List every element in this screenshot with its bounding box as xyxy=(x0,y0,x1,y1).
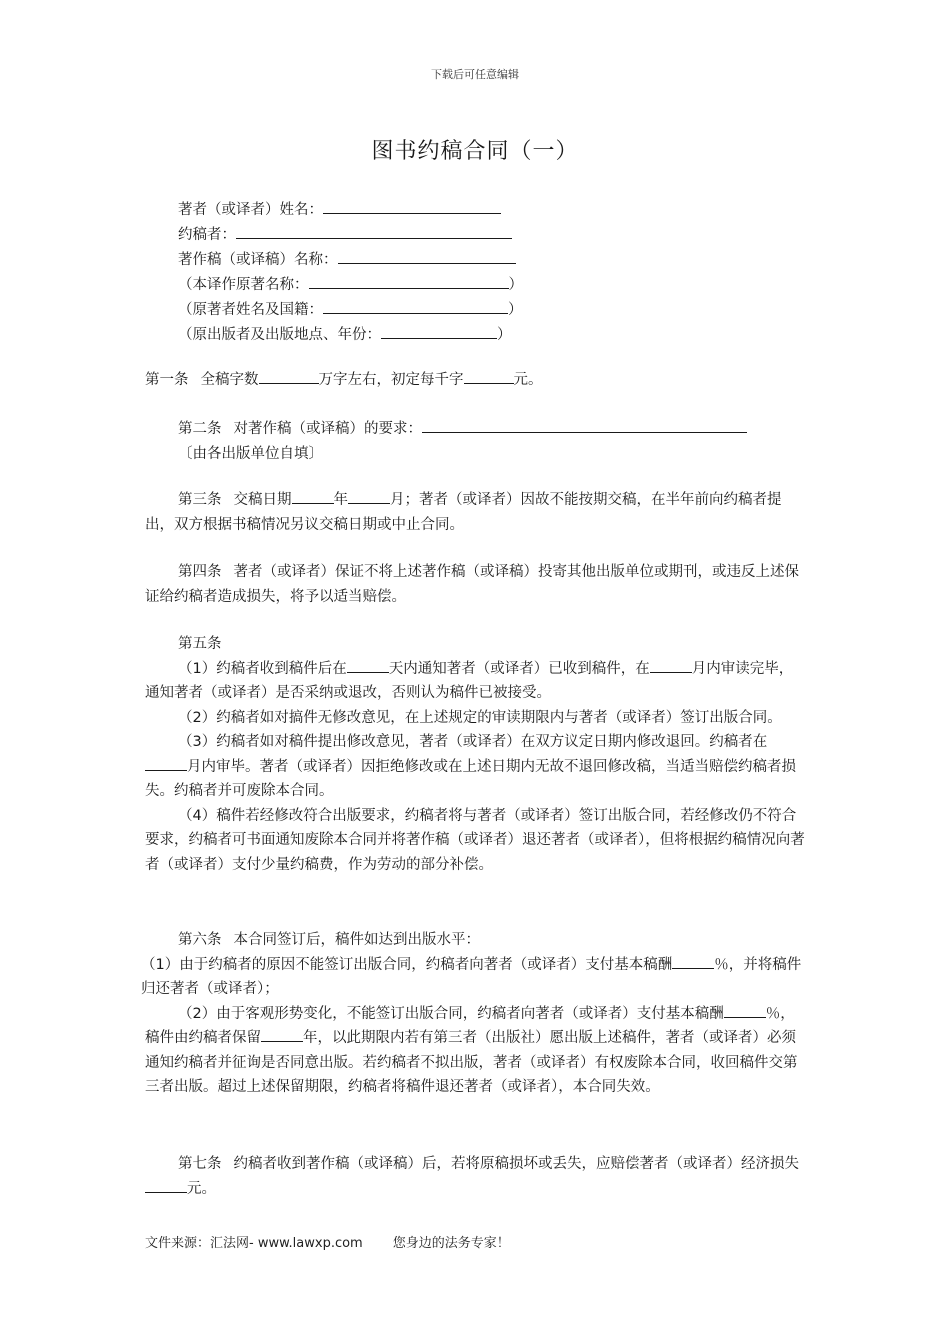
retention-years-blank[interactable] xyxy=(261,1026,303,1042)
requirements-blank[interactable] xyxy=(422,417,747,433)
article-5-heading: 第五条 xyxy=(178,636,222,652)
article-6 xyxy=(141,928,805,1100)
info-block xyxy=(178,198,523,348)
fee-percent-blank-2[interactable] xyxy=(724,1002,766,1018)
solicitor-row xyxy=(178,223,523,248)
article-5-item-1: （1）约稿者收到稿件后在 天内通知著者（或译者）已收到稿件，在 月内审读完毕，通知著者（或译者）是否采纳或退改，否则认为稿件已被接受。 xyxy=(145,657,805,706)
original-publisher-row xyxy=(178,323,523,348)
article-6-heading: 第六条 本合同签订后，稿件如达到出版水平： xyxy=(178,932,480,948)
article-2-note: 〔由各出版单位自填〕 xyxy=(178,445,323,462)
close-paren: ） xyxy=(508,277,523,293)
footer-source: 文件来源：汇法网- www.lawxp.com xyxy=(145,1236,363,1251)
article-5 xyxy=(145,632,805,877)
solicitor-label: 约稿者： xyxy=(178,227,236,243)
author-name-blank[interactable] xyxy=(323,198,501,214)
original-publisher-blank[interactable] xyxy=(381,323,497,339)
footer-slogan: 您身边的法务专家！ xyxy=(392,1236,510,1251)
article-7-text: 第七条 约稿者收到著作稿（或译稿）后，若将原稿损坏或丢失，应赔偿著者（或译者）经济损失元。 xyxy=(145,1152,805,1201)
revision-months-blank[interactable] xyxy=(145,755,187,771)
close-paren: ） xyxy=(497,327,512,343)
footer xyxy=(145,1232,510,1251)
article-6-item-1: （1）由于约稿者的原因不能签订出版合同，约稿者向著者（或译者）支付基本稿酬 ％，并将稿件归还著者（或译者）； xyxy=(141,953,805,1002)
work-name-row xyxy=(178,248,523,273)
document-title: 图书约稿合同（一） xyxy=(371,139,579,164)
solicitor-blank[interactable] xyxy=(236,223,512,239)
article-3 xyxy=(145,488,805,537)
article-3-text: 第三条 交稿日期 年 月；著者（或译者）因故不能按期交稿，在半年前向约稿者提出，双方根据书稿情况另议交稿日期或中止合同。 xyxy=(145,488,805,537)
article-4-text: 第四条 著者（或译者）保证不将上述著作稿（或译稿）投寄其他出版单位或期刊，或违反上述保证给约稿者造成损失，将予以适当赔偿。 xyxy=(145,564,799,605)
article-5-item-3: （3）约稿者如对稿件提出修改意见，著者（或译者）在双方议定日期内修改退回。约稿者在月内审毕。著者（或译者）因拒绝修改或在上述日期内无故不退回修改稿，当适当赔偿约稿者损失。约稿者并可废除本合同。 xyxy=(145,734,796,799)
original-author-row xyxy=(178,298,523,323)
article-2 xyxy=(145,417,805,466)
review-months-blank[interactable] xyxy=(650,657,692,673)
article-4 xyxy=(145,560,805,609)
original-name-label: （本译作原著名称： xyxy=(178,277,309,293)
notify-days-blank[interactable] xyxy=(347,657,389,673)
fee-percent-blank-1[interactable] xyxy=(672,953,714,969)
article-7 xyxy=(145,1152,805,1201)
article-1-text: 第一条 全稿字数 万字左右，初定每千字 元。 xyxy=(145,368,805,393)
author-name-label: 著者（或译者）姓名： xyxy=(178,202,323,218)
author-name-row xyxy=(178,198,523,223)
article-2-text: 第二条 对著作稿（或译稿）的要求： xyxy=(145,417,805,442)
article-5-item-4: （4）稿件若经修改符合出版要求，约稿者将与著者（或译者）签订出版合同，若经修改仍不符合要求，约稿者可书面通知废除本合同并将著作稿（或译者）退还著者（或译者），但将根据约稿情况向著者（或译者）支付少量约稿费，作为劳动的部分补偿。 xyxy=(145,807,805,873)
article-6-item-2: （2）由于客观形势变化，不能签订出版合同，约稿者向著者（或译者）支付基本稿酬 ％，稿件由约稿者保留 年，以此期限内若有第三者（出版社）愿出版上述稿件，著者（或译者）必须通知约稿者并征询是否同意出版。若约稿者不拟出版，著者（或译者）有权废除本合同，收回稿件交第三者出版。超过上述保留期限，约稿者将稿件退还著者（或译者），本合同失效。 xyxy=(145,1002,805,1100)
month-blank[interactable] xyxy=(348,488,390,504)
original-author-label: （原著者姓名及国籍： xyxy=(178,302,323,318)
word-count-blank[interactable] xyxy=(259,368,319,384)
compensation-blank[interactable] xyxy=(145,1177,187,1193)
close-paren: ） xyxy=(508,302,523,318)
article-1 xyxy=(145,368,805,393)
original-author-blank[interactable] xyxy=(323,298,508,314)
original-name-row xyxy=(178,273,523,298)
original-name-blank[interactable] xyxy=(309,273,509,289)
work-name-blank[interactable] xyxy=(338,248,516,264)
year-blank[interactable] xyxy=(292,488,334,504)
work-name-label: 著作稿（或译稿）名称： xyxy=(178,252,338,268)
article-5-item-2: （2）约稿者如对搞件无修改意见，在上述规定的审读期限内与著者（或译者）签订出版合同。 xyxy=(178,709,782,726)
rate-blank[interactable] xyxy=(464,368,514,384)
header-note: 下载后可任意编辑 xyxy=(431,68,519,81)
original-publisher-label: （原出版者及出版地点、年份： xyxy=(178,327,381,343)
